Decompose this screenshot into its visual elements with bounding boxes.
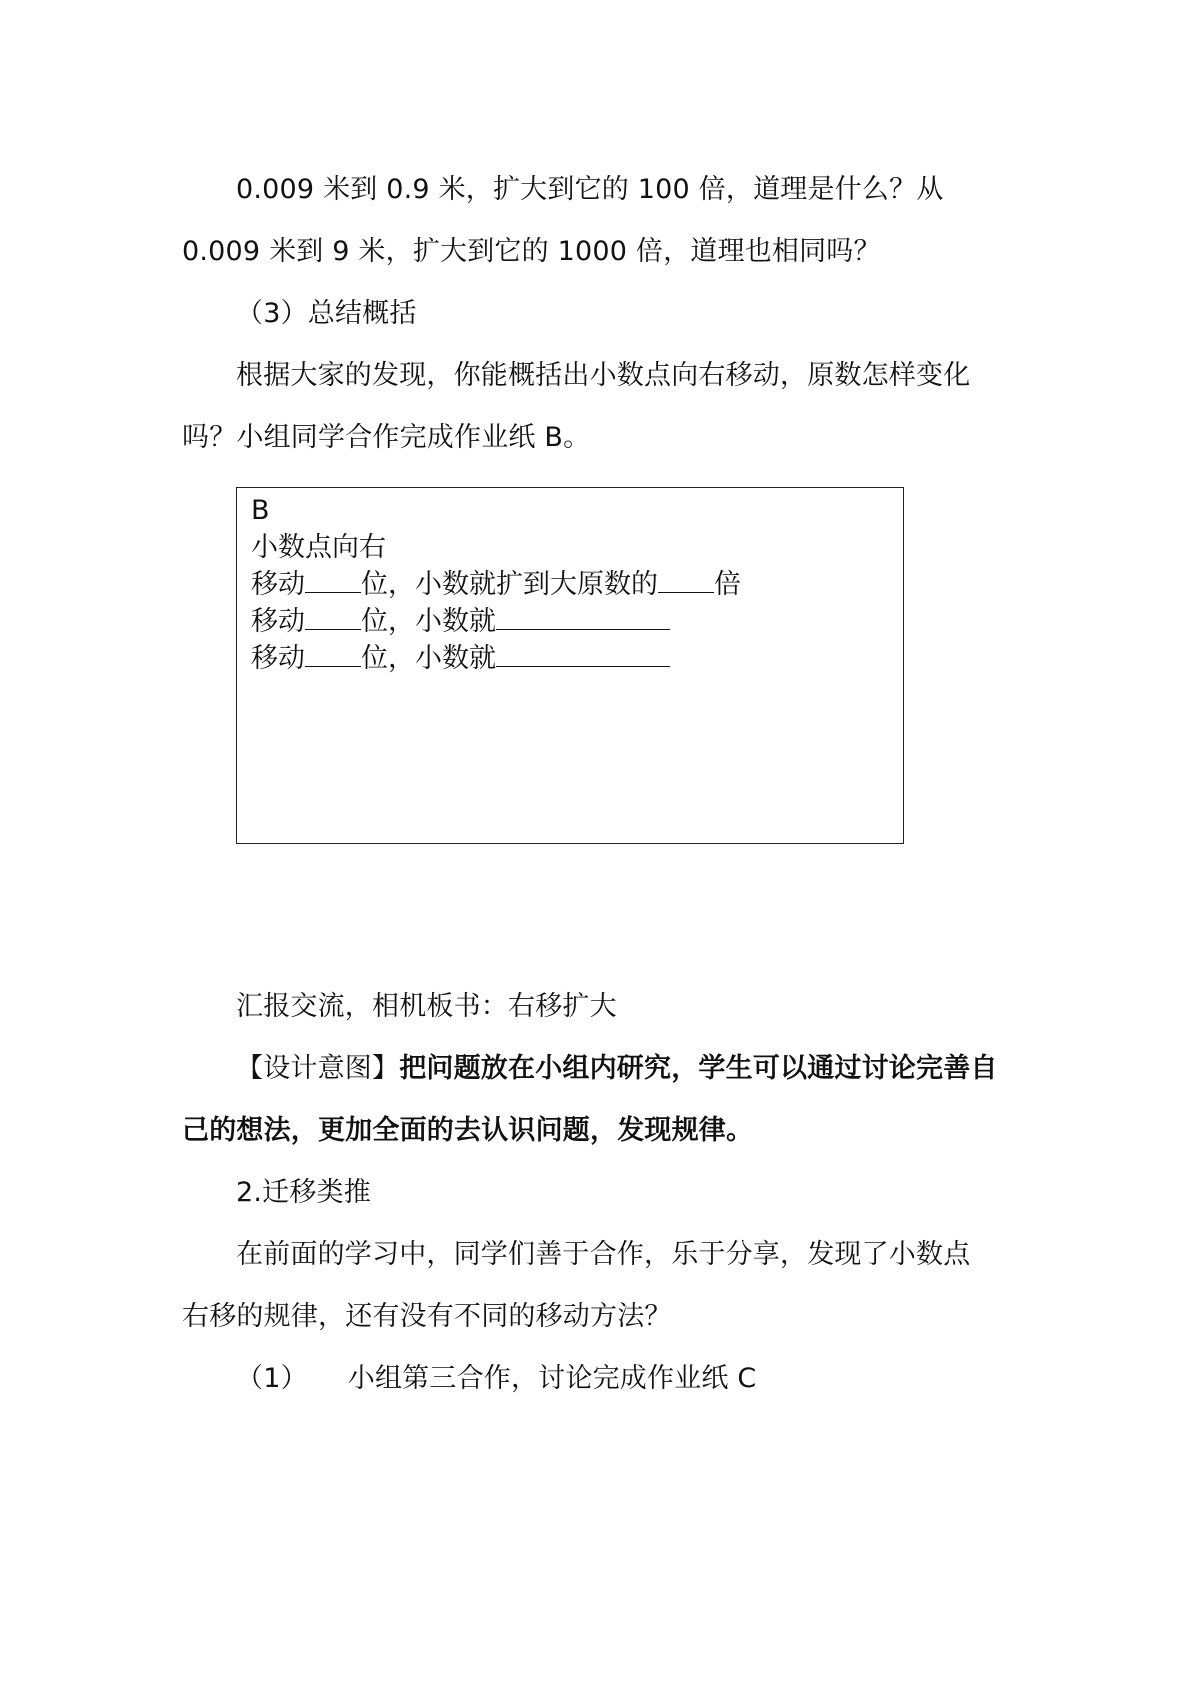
worksheet-text: 位，小数就扩到大原数的 xyxy=(361,569,658,600)
design-intent-line xyxy=(182,1052,1022,1086)
list-item-text: 小组第三合作，讨论完成作业纸 C xyxy=(347,1363,757,1394)
worksheet-b-box xyxy=(236,487,904,844)
fill-blank xyxy=(496,642,670,667)
paragraph-line: 0.009 米到 0.9 米，扩大到它的 100 倍，道理是什么？从 xyxy=(236,174,944,205)
fill-blank xyxy=(658,568,714,593)
paragraph-line: 右移的规律，还有没有不同的移动方法？ xyxy=(182,1301,672,1332)
worksheet-subtitle: 小数点向右 xyxy=(251,532,386,563)
worksheet-text: 移动 xyxy=(251,569,305,600)
fill-blank xyxy=(305,642,361,667)
paragraph-line: 汇报交流，相机板书：右移扩大 xyxy=(236,991,617,1022)
worksheet-row xyxy=(251,605,670,639)
fill-blank xyxy=(496,605,670,630)
list-item xyxy=(182,1362,1022,1396)
list-item-number: （1） xyxy=(236,1363,308,1394)
worksheet-text: 移动 xyxy=(251,606,305,637)
paragraph-line: 根据大家的发现，你能概括出小数点向右移动，原数怎样变化 xyxy=(236,360,971,391)
worksheet-row xyxy=(251,642,670,676)
paragraph-line: 吗？小组同学合作完成作业纸 B。 xyxy=(182,422,591,453)
worksheet-text: 位，小数就 xyxy=(361,643,496,674)
worksheet-text: 移动 xyxy=(251,643,305,674)
paragraph-line: 在前面的学习中，同学们善于合作，乐于分享，发现了小数点 xyxy=(236,1239,971,1270)
worksheet-row xyxy=(251,568,741,602)
section-heading: （3）总结概括 xyxy=(236,298,417,329)
fill-blank xyxy=(305,568,361,593)
paragraph-line: 0.009 米到 9 米，扩大到它的 1000 倍，道理也相同吗？ xyxy=(182,236,881,267)
design-intent-text: 己的想法，更加全面的去认识问题，发现规律。 xyxy=(182,1115,754,1146)
worksheet-text: 倍 xyxy=(714,569,741,600)
design-intent-text: 把问题放在小组内研究，学生可以通过讨论完善自 xyxy=(399,1053,998,1084)
worksheet-text: 位，小数就 xyxy=(361,606,496,637)
section-heading: 2.迁移类推 xyxy=(236,1177,371,1208)
design-intent-label: 【设计意图】 xyxy=(236,1053,400,1084)
worksheet-title: B xyxy=(251,495,270,526)
fill-blank xyxy=(305,605,361,630)
